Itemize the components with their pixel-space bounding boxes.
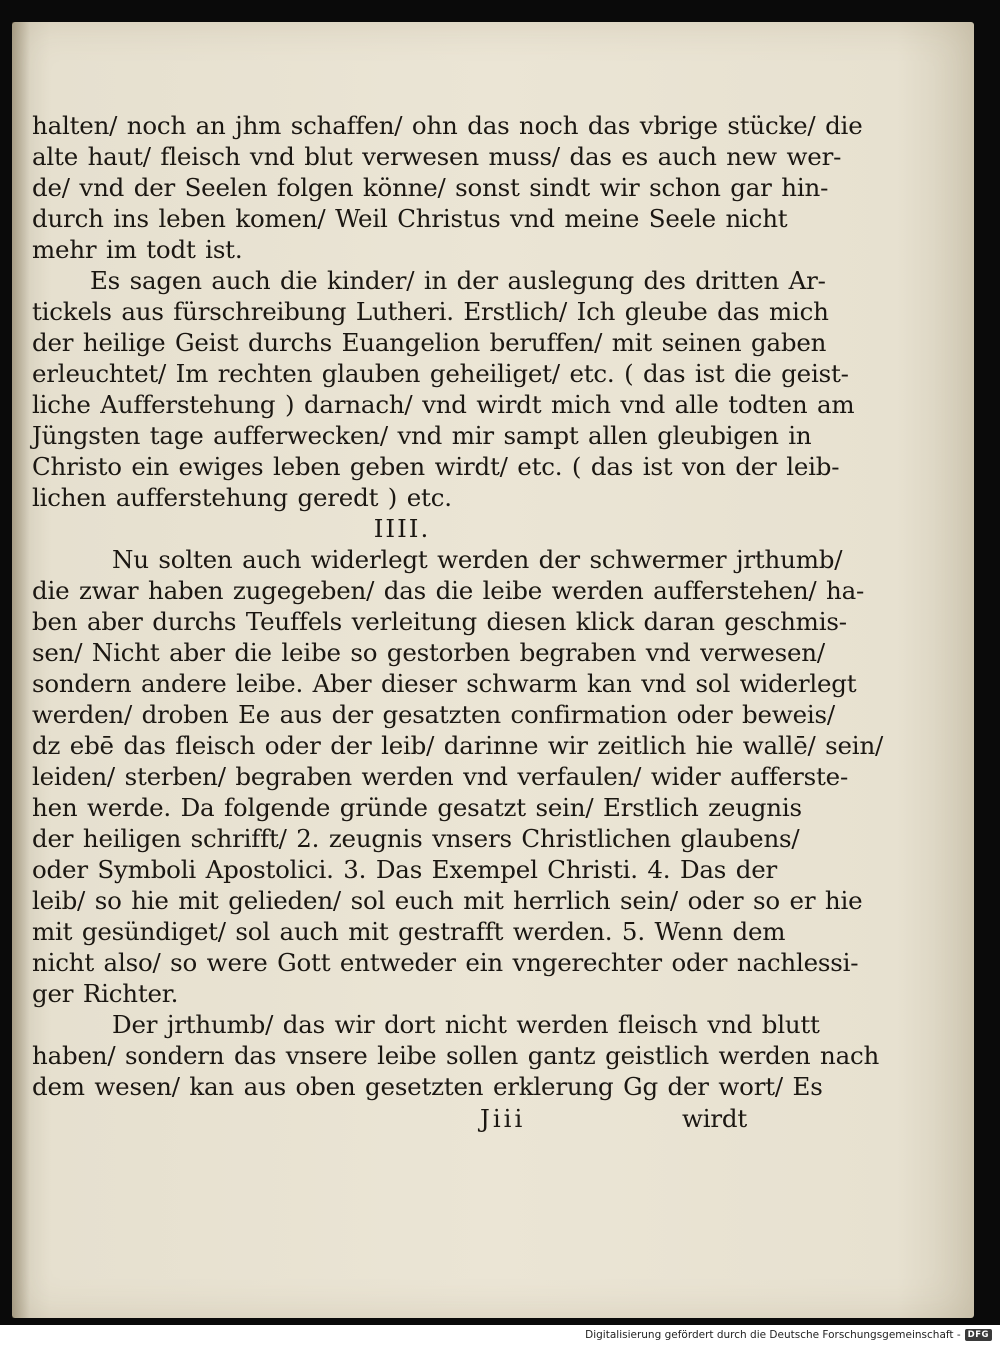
text-line: Nu solten auch widerlegt werden der schwermer jrthumb/ — [112, 545, 843, 574]
text-line: dz ebē das fleisch oder der leib/ darinne wir zeitlich hie wallē/ sein/ — [32, 731, 884, 760]
text-line: lichen aufferstehung geredt ) etc. — [32, 483, 452, 512]
text-line: halten/ noch an jhm schaffen/ ohn das noch das vbrige stücke/ die — [32, 111, 863, 140]
text-line: leib/ so hie mit gelieden/ sol euch mit herrlich sein/ oder so er hie — [32, 886, 863, 915]
text-line: haben/ sondern das vnsere leibe sollen gantz geistlich werden nach — [32, 1041, 880, 1070]
text-line: alte haut/ fleisch vnd blut verwesen muss/ das es auch new wer- — [32, 142, 842, 171]
text-line: oder Symboli Apostolici. 3. Das Exempel Christi. 4. Das der — [32, 855, 778, 884]
text-line: Der jrthumb/ das wir dort nicht werden fleisch vnd blutt — [112, 1010, 820, 1039]
section-heading: IIII. — [373, 514, 431, 543]
text-line: der heilige Geist durchs Euangelion beruffen/ mit seinen gaben — [32, 328, 827, 357]
text-line: mit gesündiget/ sol auch mit gestrafft werden. 5. Wenn dem — [32, 917, 786, 946]
funding-footer — [585, 1328, 992, 1342]
text-line: nicht also/ so were Gott entweder ein vngerechter oder nachlessi- — [32, 948, 859, 977]
text-line: sen/ Nicht aber die leibe so gestorben begraben vnd verwesen/ — [32, 638, 825, 667]
text-line: Es sagen auch die kinder/ in der auslegung des dritten Ar- — [90, 266, 826, 295]
text-line: leiden/ sterben/ begraben werden vnd verfaulen/ wider aufferste- — [32, 762, 849, 791]
text-line: liche Aufferstehung ) darnach/ vnd wirdt mich vnd alle todten am — [32, 390, 855, 419]
funding-text: Digitalisierung gefördert durch die Deutsche Forschungsgemeinschaft - — [585, 1329, 961, 1341]
text-line: tickels aus fürschreibung Lutheri. Erstlich/ Ich gleube das mich — [32, 297, 829, 326]
catchword: wirdt — [682, 1104, 748, 1133]
dfg-logo: DFG — [965, 1329, 992, 1341]
text-line: die zwar haben zugegeben/ das die leibe werden aufferstehen/ ha- — [32, 576, 865, 605]
text-line: erleuchtet/ Im rechten glauben geheiliget/ etc. ( das ist die geist- — [32, 359, 849, 388]
page-text — [32, 110, 884, 1136]
signature-line — [32, 1102, 752, 1136]
text-line: ger Richter. — [32, 979, 179, 1008]
text-line: mehr im todt ist. — [32, 235, 243, 264]
text-line: durch ins leben komen/ Weil Christus vnd meine Seele nicht — [32, 204, 788, 233]
text-line: hen werde. Da folgende gründe gesatzt sein/ Erstlich zeugnis — [32, 793, 802, 822]
document-page — [12, 22, 974, 1318]
text-line: der heiligen schrifft/ 2. zeugnis vnsers Christlichen glaubens/ — [32, 824, 800, 853]
text-line: Christo ein ewiges leben geben wirdt/ etc. ( das ist von der leib- — [32, 452, 840, 481]
text-line: de/ vnd der Seelen folgen könne/ sonst sindt wir schon gar hin- — [32, 173, 829, 202]
text-line: werden/ droben Ee aus der gesatzten confirmation oder beweis/ — [32, 700, 835, 729]
signature-mark: Jiii — [480, 1104, 526, 1133]
text-line: Jüngsten tage aufferwecken/ vnd mir sampt allen gleubigen in — [32, 421, 812, 450]
text-line: ben aber durchs Teuffels verleitung diesen klick daran geschmis- — [32, 607, 847, 636]
text-line: dem wesen/ kan aus oben gesetzten erklerung Gg der wort/ Es — [32, 1072, 823, 1101]
text-line: sondern andere leibe. Aber dieser schwarm kan vnd sol widerlegt — [32, 669, 857, 698]
